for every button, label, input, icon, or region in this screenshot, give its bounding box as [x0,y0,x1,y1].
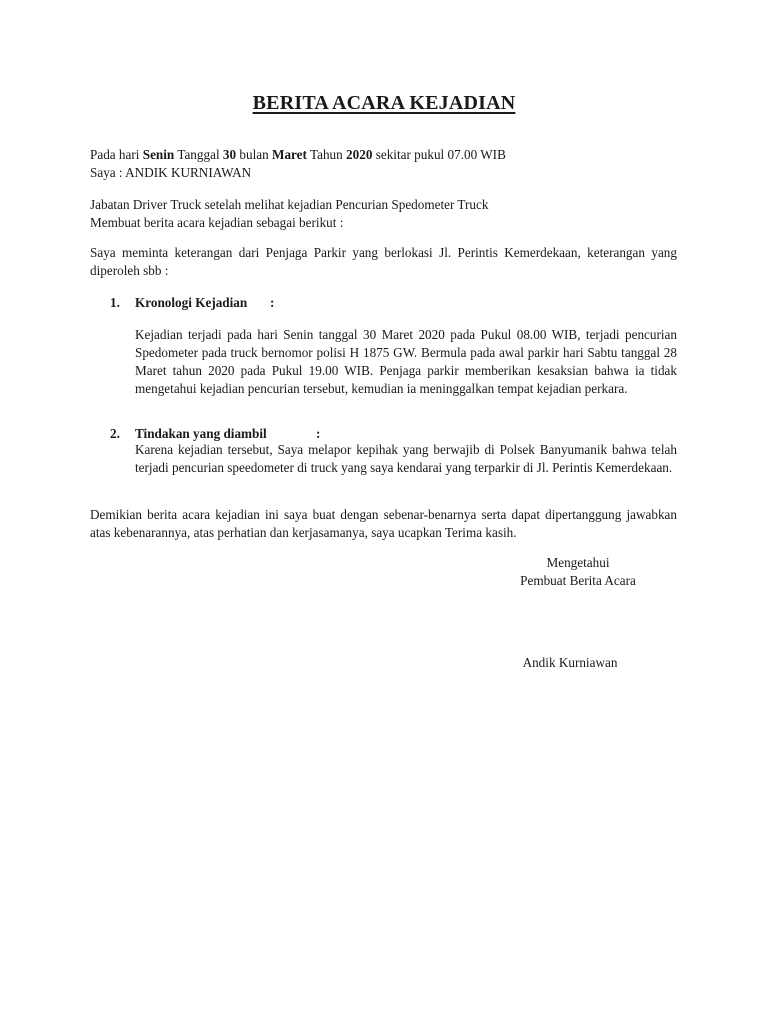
section-body: Karena kejadian tersebut, Saya melapor kepihak yang berwajib di Polsek Banyumanik bahwa telah terjadi pencurian speedometer di truck yang saya kendarai yang terparkir di Jl. Perintis Kemerdekaan. [135,442,677,475]
intro-text: Tahun [306,147,347,162]
section-heading: Tindakan yang diambil [135,426,267,441]
intro-date-line [90,146,677,164]
closing-paragraph: Demikian berita acara kejadian ini saya buat dengan sebenar-benarnya serta dapat dipertanggung jawabkan atas kebenarannya, atas perhatian dan kerjasamanya, saya ucapkan Terima kasih. [90,507,677,540]
intro-text: bulan [236,147,273,162]
signature-acknowledge: Mengetahui [546,555,610,570]
section-number: 2. [110,426,120,441]
position-line-2: Membuat berita acara kejadian sebagai berikut : [90,215,344,230]
intro-month: Maret [272,147,307,162]
request-paragraph: Saya meminta keterangan dari Penjaga Parkir yang berlokasi Jl. Perintis Kemerdekaan, keterangan yang diperoleh sbb : [90,245,677,278]
intro-day: Senin [142,147,175,162]
intro-name-line: Saya : ANDIK KURNIAWAN [90,165,252,180]
intro-text: Pada hari [90,147,143,162]
signature-name: Andik Kurniawan [522,655,618,670]
section-heading: Kronologi Kejadian [135,295,248,310]
section-colon: : [316,426,321,441]
intro-text: sekitar pukul 07.00 WIB [372,147,506,162]
document-title [0,94,768,112]
intro-text: Tanggal [174,147,223,162]
section-number: 1. [110,295,120,310]
position-paragraph [90,196,677,232]
intro-date: 30 [222,147,237,162]
intro-year: 2020 [346,147,373,162]
intro-paragraph [90,146,677,182]
document-title-text: BERITA ACARA KEJADIAN [252,92,516,114]
signature-role: Pembuat Berita Acara [520,573,636,588]
section-body: Kejadian terjadi pada hari Senin tanggal 30 Maret 2020 pada Pukul 08.00 WIB, terjadi pencurian Spedometer pada truck bernomor polisi H 1875 GW. Bermula pada awal parkir hari Sabtu tanggal 28 Maret tahun 2020 pada Pukul 19.00 WIB. Penjaga parkir memberikan kesaksian bahwa ia tidak mengetahui kejadian pencurian tersebut, kemudian ia meninggalkan tempat kejadian perkara. [135,327,677,396]
position-line-1: Jabatan Driver Truck setelah melihat kejadian Pencurian Spedometer Truck [90,197,489,212]
section-colon: : [270,295,275,310]
